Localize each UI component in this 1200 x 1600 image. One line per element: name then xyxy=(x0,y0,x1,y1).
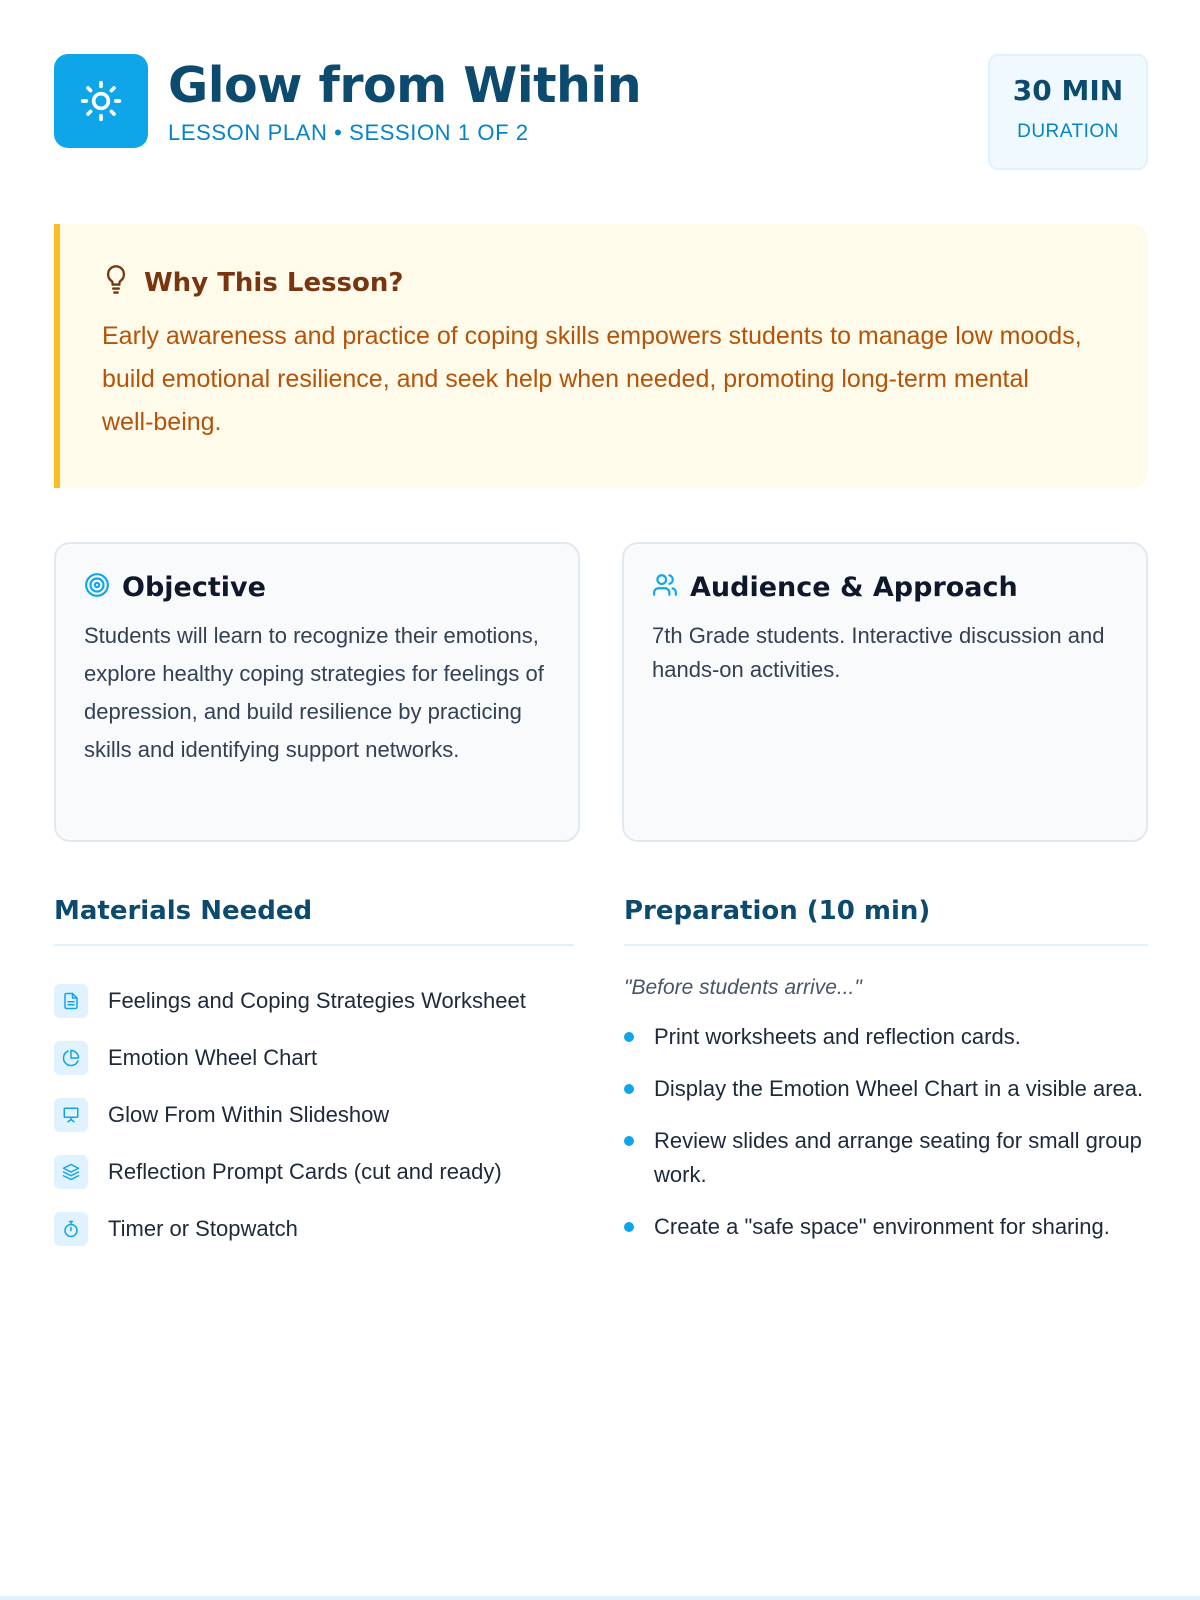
list-item xyxy=(624,1072,1148,1106)
material-item xyxy=(54,972,574,1029)
sun-icon xyxy=(54,54,148,148)
material-label: Reflection Prompt Cards (cut and ready) xyxy=(108,1158,502,1184)
preparation-list xyxy=(624,1020,1148,1244)
preparation-step: Print worksheets and reflection cards. xyxy=(654,1024,1021,1049)
materials-section xyxy=(54,896,574,1262)
preparation-step: Create a "safe space" environment for sharing. xyxy=(654,1214,1110,1239)
layers-icon xyxy=(54,1155,88,1189)
list-item xyxy=(624,1020,1148,1054)
list-item xyxy=(624,1124,1148,1192)
objective-title: Objective xyxy=(122,572,266,603)
pie-chart-icon xyxy=(54,1041,88,1075)
audience-title: Audience & Approach xyxy=(690,572,1018,603)
objective-card xyxy=(54,542,580,842)
material-label: Feelings and Coping Strategies Worksheet xyxy=(108,987,526,1013)
header xyxy=(54,54,1148,172)
materials-title: Materials Needed xyxy=(54,896,574,946)
page-subtitle: LESSON PLAN • SESSION 1 OF 2 xyxy=(168,120,529,145)
document-icon xyxy=(54,984,88,1018)
bullet-icon xyxy=(624,1136,634,1146)
why-text: Early awareness and practice of coping skills empowers students to manage low moods, build emotional resilience, and seek help when needed, promoting long-term mental well-being. xyxy=(102,322,1082,436)
users-icon xyxy=(652,572,678,603)
bullet-icon xyxy=(624,1222,634,1232)
material-item xyxy=(54,1086,574,1143)
material-label: Glow From Within Slideshow xyxy=(108,1101,390,1127)
list-item xyxy=(624,1210,1148,1244)
footer-bar xyxy=(0,1596,1200,1600)
why-header xyxy=(102,264,1108,301)
timer-icon xyxy=(54,1212,88,1246)
material-item xyxy=(54,1029,574,1086)
page-title: Glow from Within xyxy=(168,57,642,114)
preparation-quote: "Before students arrive..." xyxy=(624,976,862,999)
audience-text: 7th Grade students. Interactive discussion and hands-on activities. xyxy=(652,623,1105,682)
material-label: Timer or Stopwatch xyxy=(108,1215,298,1241)
why-title: Why This Lesson? xyxy=(144,267,404,298)
why-this-lesson-box xyxy=(54,224,1148,488)
preparation-section xyxy=(624,896,1148,1262)
material-item xyxy=(54,1200,574,1257)
material-item xyxy=(54,1143,574,1200)
materials-list xyxy=(54,972,574,1257)
material-label: Emotion Wheel Chart xyxy=(108,1044,318,1070)
preparation-step: Display the Emotion Wheel Chart in a visible area. xyxy=(654,1076,1144,1101)
title-block xyxy=(168,54,641,146)
presentation-icon xyxy=(54,1098,88,1132)
info-cards xyxy=(54,542,1148,842)
preparation-step: Review slides and arrange seating for small group work. xyxy=(654,1128,1142,1187)
lower-columns xyxy=(54,896,1148,1262)
duration-value: 30 MIN xyxy=(1012,74,1124,107)
audience-card xyxy=(622,542,1148,842)
bullet-icon xyxy=(624,1084,634,1094)
preparation-title: Preparation (10 min) xyxy=(624,896,1148,946)
objective-header xyxy=(84,572,550,603)
target-icon xyxy=(84,572,110,603)
lightbulb-icon xyxy=(102,264,130,301)
objective-text: Students will learn to recognize their emotions, explore healthy coping strategies for feelings of depression, and build resilience by practicing skills and identifying support networks. xyxy=(84,623,544,762)
audience-header xyxy=(652,572,1118,603)
duration-label: DURATION xyxy=(1017,121,1119,142)
bullet-icon xyxy=(624,1032,634,1042)
duration-badge xyxy=(988,54,1148,170)
lesson-plan-page xyxy=(54,54,1148,1241)
brand xyxy=(54,54,641,148)
